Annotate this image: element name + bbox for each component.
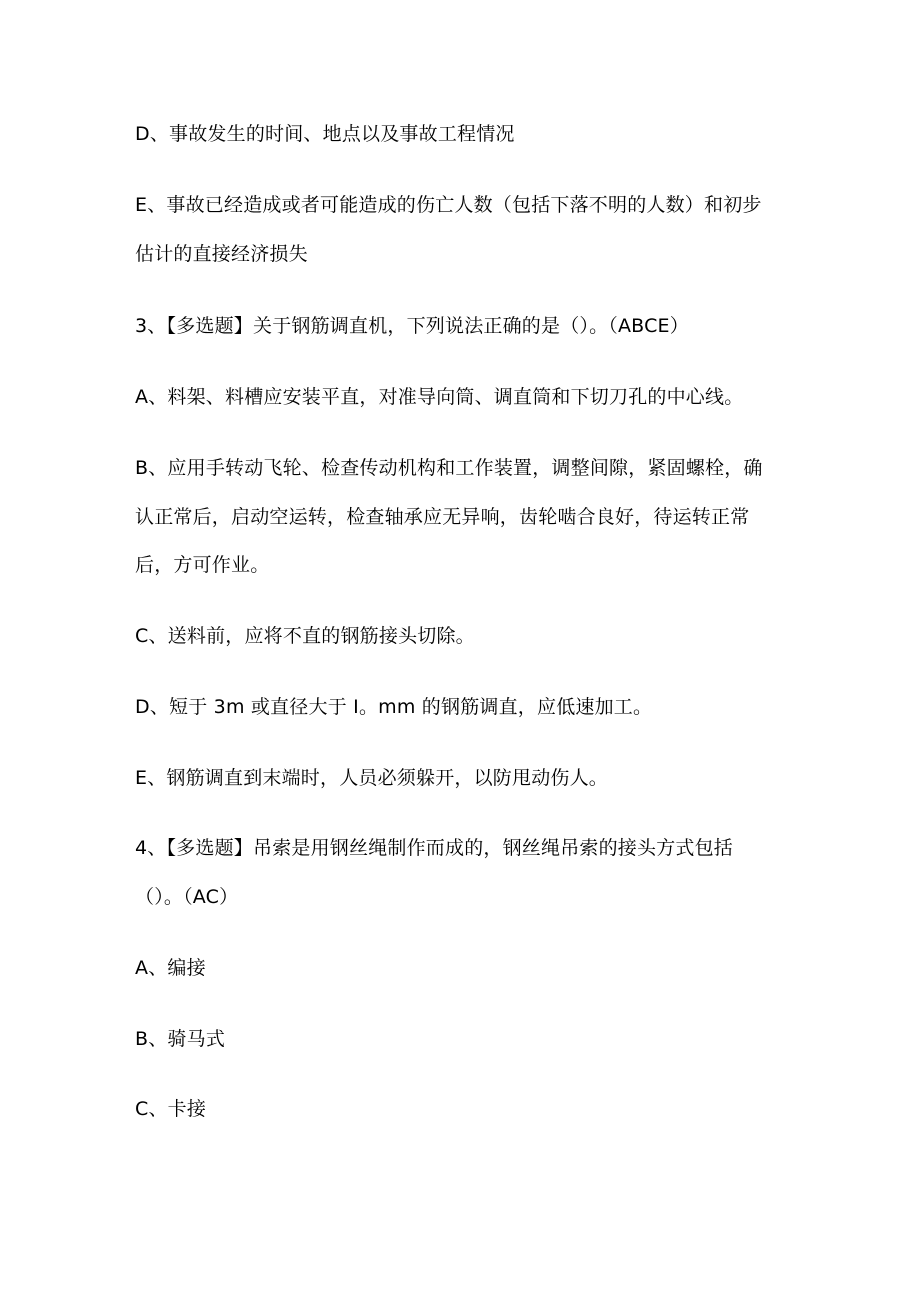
option-c-q3: C、送料前，应将不直的钢筋接头切除。 xyxy=(135,625,475,647)
option-a-q4: A、编接 xyxy=(135,957,206,979)
option-d-q3: D、短于 3m 或直径大于 I。mm 的钢筋调直，应低速加工。 xyxy=(135,696,653,718)
question-3-title: 3、【多选题】关于钢筋调直机，下列说法正确的是（）。（ABCE） xyxy=(135,315,689,337)
option-b-q3-line3: 后，方可作业。 xyxy=(135,554,270,576)
option-e-q3: E、钢筋调直到末端时，人员必须躲开，以防甩动伤人。 xyxy=(135,767,609,789)
option-d-q2: D、事故发生的时间、地点以及事故工程情况 xyxy=(135,123,515,145)
option-a-q3: A、料架、料槽应安装平直，对准导向筒、调直筒和下切刀孔的中心线。 xyxy=(135,386,744,408)
option-b-q4: B、骑马式 xyxy=(135,1028,226,1050)
option-c-q4: C、卡接 xyxy=(135,1098,207,1120)
question-4-title-line1: 4、【多选题】吊索是用钢丝绳制作而成的，钢丝绳吊索的接头方式包括 xyxy=(135,837,733,859)
question-4-title-line2: （）。（AC） xyxy=(135,886,239,908)
option-e-q2-line1: E、事故已经造成或者可能造成的伤亡人数（包括下落不明的人数）和初步 xyxy=(135,194,762,216)
option-e-q2-line2: 估计的直接经济损失 xyxy=(135,243,308,265)
option-b-q3-line2: 认正常后，启动空运转，检查轴承应无异响，齿轮啮合良好，待运转正常 xyxy=(135,506,750,528)
option-b-q3-line1: B、应用手转动飞轮、检查传动机构和工作装置，调整间隙，紧固螺栓，确 xyxy=(135,457,763,479)
